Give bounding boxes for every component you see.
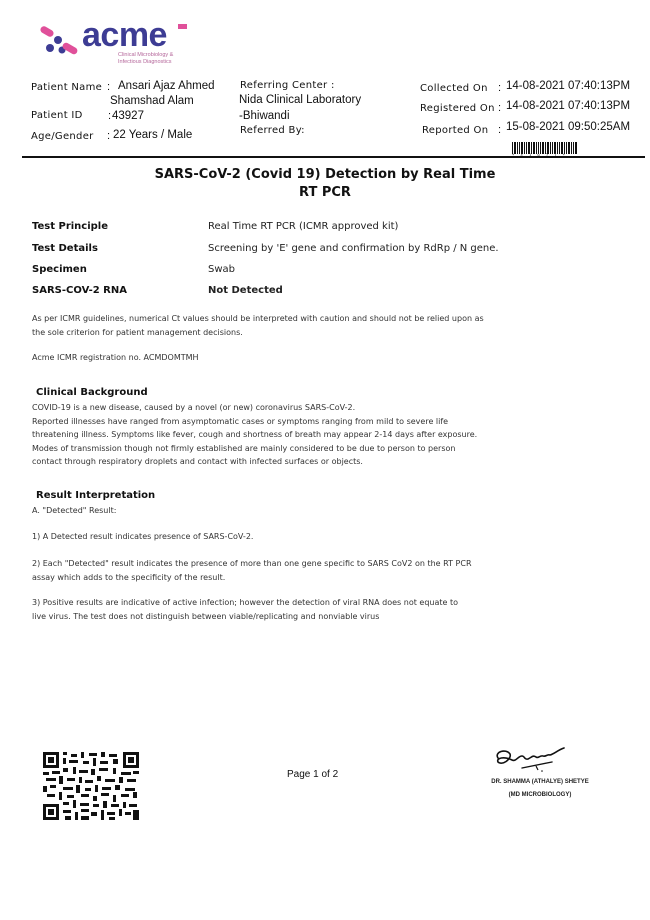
result-interpretation-heading: Result Interpretation bbox=[36, 490, 156, 501]
doctor-signature bbox=[492, 744, 582, 774]
doctor-degree: (MD MICROBIOLOGY) bbox=[508, 792, 572, 798]
reported-on-colon: : bbox=[498, 124, 502, 136]
result-row-test-principle bbox=[32, 221, 632, 242]
result-label: SARS-COV-2 RNA bbox=[32, 285, 127, 296]
patient-name-colon: : bbox=[107, 81, 111, 93]
referred-by-label: Referred By: bbox=[240, 125, 305, 136]
age-gender-label: Age/Gender bbox=[31, 131, 94, 142]
ct-values-note bbox=[32, 312, 572, 339]
text-line: live virus. The test does not distinguish between viable/replicating and nonviable virus bbox=[32, 611, 380, 621]
reported-on-label: Reported On bbox=[422, 125, 489, 136]
report-title-line2: RT PCR bbox=[299, 185, 351, 200]
result-label: Test Principle bbox=[32, 221, 109, 232]
result-row-specimen bbox=[32, 264, 632, 285]
logo-tagline-line1: Clinical Microbiology & bbox=[118, 52, 174, 58]
age-gender-value: 22 Years / Male bbox=[113, 129, 193, 141]
text-line: Reported illnesses have ranged from asymptomatic cases or symptoms ranging from mild to severe life bbox=[32, 416, 449, 426]
collected-on-value: 14-08-2021 07:40:13PM bbox=[506, 80, 631, 92]
interpretation-point-3 bbox=[32, 596, 592, 623]
referring-center-line1: Nida Clinical Laboratory bbox=[239, 94, 362, 106]
icmr-registration: Acme ICMR registration no. ACMDOMTMH bbox=[32, 353, 199, 362]
report-title-line1: SARS-CoV-2 (Covid 19) Detection by Real Time bbox=[154, 167, 496, 182]
result-value: Swab bbox=[208, 264, 236, 275]
text-line: contact through respiratory droplets and contact with infected surfaces or objects. bbox=[32, 457, 363, 466]
result-row-test-details bbox=[32, 243, 632, 264]
qr-code bbox=[43, 752, 139, 820]
registered-on-value: 14-08-2021 07:40:13PM bbox=[506, 100, 631, 112]
registered-on-colon: : bbox=[498, 102, 502, 114]
age-gender-colon: : bbox=[107, 130, 111, 142]
patient-id-label: Patient ID bbox=[31, 110, 83, 121]
result-value: Real Time RT PCR (ICMR approved kit) bbox=[208, 221, 399, 232]
doctor-name: DR. SHAMMA (ATHALYE) SHETYE bbox=[491, 779, 589, 785]
patient-name-line1: Ansari Ajaz Ahmed bbox=[118, 80, 215, 92]
logo-wordmark: acme bbox=[82, 16, 167, 54]
collected-on-colon: : bbox=[498, 82, 502, 94]
text-line: assay which adds to the specificity of the result. bbox=[32, 572, 226, 582]
text-line: Modes of transmission though not firmly established are mainly considered to be due to person to person bbox=[32, 443, 456, 453]
result-label: Test Details bbox=[32, 243, 98, 254]
result-label: Specimen bbox=[32, 264, 87, 275]
result-value: Not Detected bbox=[208, 285, 283, 296]
patient-id-value: 43927 bbox=[112, 110, 144, 122]
header-divider bbox=[22, 156, 645, 158]
referring-center-line2: -Bhiwandi bbox=[239, 110, 290, 122]
page-number: Page 1 of 2 bbox=[287, 769, 339, 780]
logo-badge bbox=[178, 24, 187, 29]
patient-name-label: Patient Name bbox=[31, 82, 103, 93]
text-line: 3) Positive results are indicative of active infection; however the detection of viral RNA does not equate to bbox=[32, 598, 459, 607]
logo-tagline-line2: Infectious Diagnostics bbox=[118, 58, 172, 65]
text-line: threatening illness. Symptoms like fever, cough and shortness of breath may appear 2-14 days after exposure. bbox=[32, 430, 478, 439]
registered-on-label: Registered On bbox=[420, 103, 495, 114]
result-row-sars-cov-2-rna bbox=[32, 285, 632, 306]
reported-on-value: 15-08-2021 09:50:25AM bbox=[506, 121, 631, 133]
clinical-background-heading: Clinical Background bbox=[36, 387, 148, 398]
detected-result-subheading: A. "Detected" Result: bbox=[32, 506, 117, 515]
logo-tagline bbox=[118, 52, 173, 65]
patient-name-line2: Shamshad Alam bbox=[110, 95, 194, 107]
result-value: Screening by 'E' gene and confirmation by RdRp / N gene. bbox=[208, 243, 499, 254]
text-line: COVID-19 is a new disease, caused by a novel (or new) coronavirus SARS-CoV-2. bbox=[32, 403, 356, 412]
note-line: the sole criterion for patient management decisions. bbox=[32, 327, 243, 337]
patient-id-colon: : bbox=[108, 110, 112, 122]
report-title bbox=[0, 166, 650, 202]
referring-center-label: Referring Center : bbox=[240, 80, 335, 91]
interpretation-point-2 bbox=[32, 557, 592, 584]
interpretation-point-1: 1) A Detected result indicates presence of SARS-CoV-2. bbox=[32, 532, 254, 541]
note-line: As per ICMR guidelines, numerical Ct values should be interpreted with caution and should not be relied upon as bbox=[32, 314, 484, 323]
logo-mark-icon bbox=[38, 26, 82, 58]
clinical-background-text bbox=[32, 401, 592, 469]
acme-logo bbox=[38, 16, 188, 66]
text-line: 2) Each "Detected" result indicates the presence of more than one gene specific to SARS CoV2 on the RT PCR bbox=[32, 559, 472, 568]
collected-on-label: Collected On bbox=[420, 83, 488, 94]
